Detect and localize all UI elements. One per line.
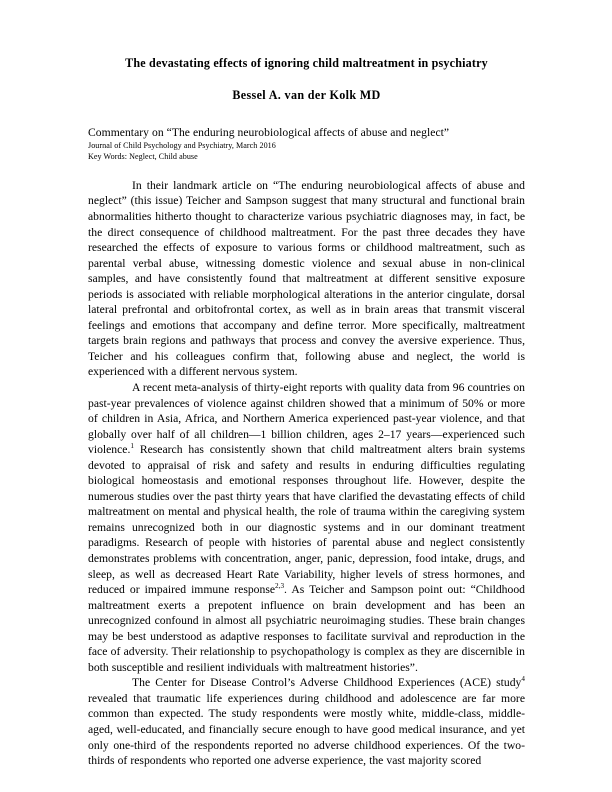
paragraph: In their landmark article on “The enduring neurobiological affects of abuse and neglect” (this issue) Teicher and Sampson suggest that many structural and functional brain abnormalities hitherto thought to characterize various psychiatric diagnoses may, in fact, be the direct consequence of childhood maltreatment. For the past three decades they have researched the effects of exposure to various forms or childhood maltreatment, such as parental verbal abuse, witnessing domestic violence and sexual abuse in non-clinical samples, and have consistently found that maltreatment at different sensitive exposure periods is associated with reliable morphological alterations in the anterior cingulate, dorsal lateral prefrontal and orbitofrontal cortex, as well as in brain areas that transmit visceral feelings and emotions that accompany and define terror. More specifically, maltreatment targets brain regions and pathways that process and convey the aversive experience. Thus, Teicher and his colleagues confirm that, following abuse and neglect, the world is experienced with a different nervous system. [88, 178, 525, 379]
commentary-line: Commentary on “The enduring neurobiological affects of abuse and neglect” [88, 126, 450, 140]
body-text [88, 178, 525, 769]
page-title: The devastating effects of ignoring child maltreatment in psychiatry [125, 56, 488, 70]
metadata-block [88, 126, 525, 163]
footnote-marker: 2,3 [275, 582, 285, 591]
footnote-marker: 4 [521, 675, 525, 684]
journal-citation: Journal of Child Psychology and Psychiatry, March 2016 [88, 140, 276, 150]
footnote-marker: 1 [130, 442, 134, 451]
paragraph: The Center for Disease Control’s Adverse Childhood Experiences (ACE) study$^4$ revealed that traumatic life experiences during childhood and adolescence are far more common than expected. The study respondents were mostly white, middle-class, middle-aged, well-educated, and financially secure enough to have good medical insurance, and yet only one-third of the respondents reported no adverse childhood experiences. Of the two-thirds of respondents who reported one adverse experience, the vast majority scored [88, 675, 525, 768]
author-name: Bessel A. van der Kolk MD [232, 88, 381, 103]
paragraph: A recent meta-analysis of thirty-eight reports with quality data from 96 countries on past-year prevalences of violence against children showed that a minimum of 50% or more of children in Asia, Africa, and Northern America experienced past-year violence, and that globally over half of all children—1 billion children, ages 2–17 years—experienced such violence.$^1$ Research has consistently shown that child maltreatment alters brain systems devoted to appraisal of risk and safety and results in enduring difficulties regulating biological homeostasis and emotional responses throughout life. However, despite the numerous studies over the past thirty years that have clarified the devastating effects of child maltreatment on mental and physical health, the role of trauma within the caregiving system remains unrecognized both in our diagnostic systems and in our dominant treatment paradigms. Research of people with histories of parental abuse and neglect consistently demonstrates problems with concentration, anger, panic, depression, food intake, drugs, and sleep, as well as decreased Heart Rate Variability, higher levels of stress hormones, and reduced or impaired immune response$^{2,3}$. As Teicher and Sampson point out: “Childhood maltreatment exerts a prepotent influence on brain development and has been an unrecognized confound in almost all psychiatric neuroimaging studies. These brain changes may be best understood as adaptive responses to facilitate survival and reproduction in the face of adversity. Their relationship to psychopathology is complex as they are discernible in both susceptible and resilient individuals with maltreatment histories”. [88, 380, 525, 674]
keywords-line: Key Words: Neglect, Child abuse [88, 152, 198, 162]
document-content [88, 56, 525, 769]
